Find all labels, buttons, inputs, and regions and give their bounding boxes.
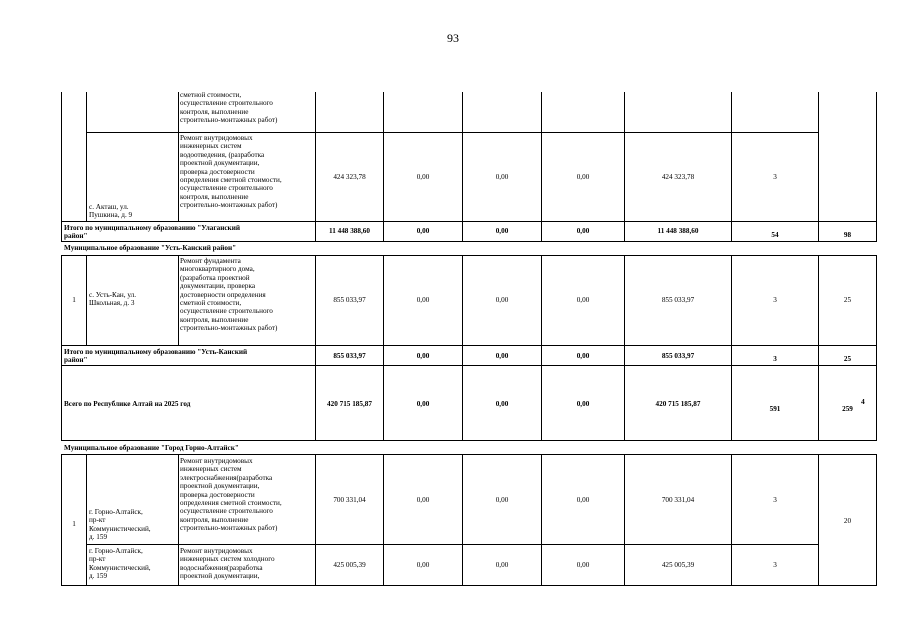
col-line xyxy=(86,255,87,346)
col-line xyxy=(818,92,819,242)
fund-value: 0,00 xyxy=(576,496,590,504)
col-line xyxy=(624,92,625,242)
fund-value: 0,00 xyxy=(495,400,509,408)
row-line xyxy=(61,585,877,586)
fund-value: 0,00 xyxy=(576,227,590,235)
area-cell: 25 xyxy=(843,296,852,304)
total-cost: 700 331,04 xyxy=(333,496,366,504)
fund-value: 0,00 xyxy=(495,561,509,569)
fund-value: 0,00 xyxy=(576,400,590,408)
row-line xyxy=(61,454,877,455)
owner-funds: 855 033,97 xyxy=(661,296,695,304)
total-cost: 11 448 388,60 xyxy=(329,227,370,235)
fund-value: 0,00 xyxy=(416,496,430,504)
fund-value: 0,00 xyxy=(495,296,509,304)
row-line xyxy=(61,365,877,366)
work-description: сметной стоимости, осуществление строительного контроля, выполнение строительно-монтажных работ) xyxy=(180,91,278,125)
col-line xyxy=(541,255,542,366)
col-line xyxy=(86,92,87,222)
fund-value: 0,00 xyxy=(416,352,430,360)
col-line xyxy=(383,255,384,366)
col-line xyxy=(876,454,877,586)
area-cell: 259 xyxy=(842,405,853,413)
page-number: 93 xyxy=(447,31,459,45)
grand-total-label: Всего по Республике Алтай на 2025 год xyxy=(64,400,191,408)
count-cell: 3 xyxy=(773,561,777,569)
count-cell: 591 xyxy=(769,405,781,413)
col-line xyxy=(462,255,463,366)
row-line xyxy=(86,544,818,545)
col-line xyxy=(315,255,316,366)
col-line xyxy=(541,92,542,242)
row-line xyxy=(61,345,877,346)
col-line xyxy=(818,365,819,441)
col-line xyxy=(383,92,384,242)
col-line xyxy=(61,92,62,242)
fund-value: 0,00 xyxy=(576,352,590,360)
fund-value: 0,00 xyxy=(416,227,430,235)
fund-value: 0,00 xyxy=(416,400,430,408)
row-line xyxy=(61,255,877,256)
area-cell: 20 xyxy=(843,517,852,525)
col-line xyxy=(876,92,877,242)
total-cost: 420 715 185,87 xyxy=(327,400,372,408)
fund-value: 0,00 xyxy=(416,173,430,181)
work-description: Ремонт внутридомовых инженерных систем водоотведения, (разработка проектной документации, проверка достоверности определения сметной стоимости, осуществление строительного контроля, выполнение строительно-монтажных работ) xyxy=(180,134,282,210)
col-line xyxy=(818,255,819,366)
count-cell: 3 xyxy=(773,173,777,181)
owner-funds: 700 331,04 xyxy=(661,496,695,504)
row-line xyxy=(86,132,818,133)
col-line xyxy=(178,454,179,586)
fund-value: 0,00 xyxy=(576,296,590,304)
area-cell: 25 xyxy=(843,355,852,363)
col-line xyxy=(178,255,179,346)
section-header: Муниципальное образование "Город Горно-Алтайск" xyxy=(64,444,239,452)
fund-value: 0,00 xyxy=(576,561,590,569)
col-line xyxy=(178,92,179,222)
col-line xyxy=(462,92,463,242)
total-cost: 855 033,97 xyxy=(333,352,366,360)
total-cost: 855 033,97 xyxy=(333,296,366,304)
col-line xyxy=(61,255,62,366)
row-line xyxy=(61,241,877,242)
col-line xyxy=(731,92,732,242)
col-line xyxy=(731,365,732,441)
row-line xyxy=(61,440,877,441)
section-header: Муниципальное образование "Усть-Канский район" xyxy=(64,244,237,252)
address-cell: г. Горно-Алтайск, пр-кт Коммунистический, д. 159 xyxy=(89,508,151,542)
col-line xyxy=(876,255,877,366)
total-cost: 425 005,39 xyxy=(333,561,366,569)
address-cell: г. Горно-Алтайск, пр-кт Коммунистический, д. 159 xyxy=(89,547,151,581)
address-cell: с. Усть-Кан, ул. Школьная, д. 3 xyxy=(89,291,137,308)
area-cell: 98 xyxy=(843,231,852,239)
row-number: 1 xyxy=(72,296,76,304)
count-cell: 3 xyxy=(773,355,777,363)
col-line xyxy=(876,365,877,441)
count-cell: 54 xyxy=(771,231,779,239)
area-superscript: 4 xyxy=(861,397,865,406)
owner-funds: 424 323,78 xyxy=(661,173,695,181)
row-number: 1 xyxy=(72,520,76,528)
work-description: Ремонт внутридомовых инженерных систем электроснабжения(разработка проектной документации, проверка достоверности определения сметной стоимости, осуществление строительного контроля, выполнение строительно-монтажных работ) xyxy=(180,457,282,533)
owner-funds: 425 005,39 xyxy=(661,561,695,569)
fund-value: 0,00 xyxy=(416,296,430,304)
count-cell: 3 xyxy=(773,296,777,304)
owner-funds: 11 448 388,60 xyxy=(657,227,699,235)
col-line xyxy=(86,454,87,586)
count-cell: 3 xyxy=(773,496,777,504)
fund-value: 0,00 xyxy=(495,227,509,235)
fund-value: 0,00 xyxy=(576,173,590,181)
address-cell: с. Акташ, ул. Пушкина, д. 9 xyxy=(89,203,133,220)
col-line xyxy=(61,365,62,441)
subtotal-label: Итого по муниципальному образованию "Улаганский район" xyxy=(64,224,240,241)
col-line xyxy=(315,92,316,242)
subtotal-label: Итого по муниципальному образованию "Усть-Канский район" xyxy=(64,348,248,365)
col-line xyxy=(624,255,625,366)
row-line xyxy=(61,221,877,222)
owner-funds: 420 715 185,87 xyxy=(655,400,701,408)
owner-funds: 855 033,97 xyxy=(661,352,695,360)
work-description: Ремонт фундамента многоквартирного дома, (разработка проектной документации, проверка достоверности определения сметной стоимости, осуществление строительного контроля, выполнение строительно-монтажных работ) xyxy=(180,257,278,333)
fund-value: 0,00 xyxy=(495,173,509,181)
fund-value: 0,00 xyxy=(495,496,509,504)
fund-value: 0,00 xyxy=(495,352,509,360)
work-description: Ремонт внутридомовых инженерных систем холодного водоснабжения(разработка проектной документации, xyxy=(180,547,275,581)
col-line xyxy=(731,255,732,366)
fund-value: 0,00 xyxy=(416,561,430,569)
total-cost: 424 323,78 xyxy=(333,173,366,181)
